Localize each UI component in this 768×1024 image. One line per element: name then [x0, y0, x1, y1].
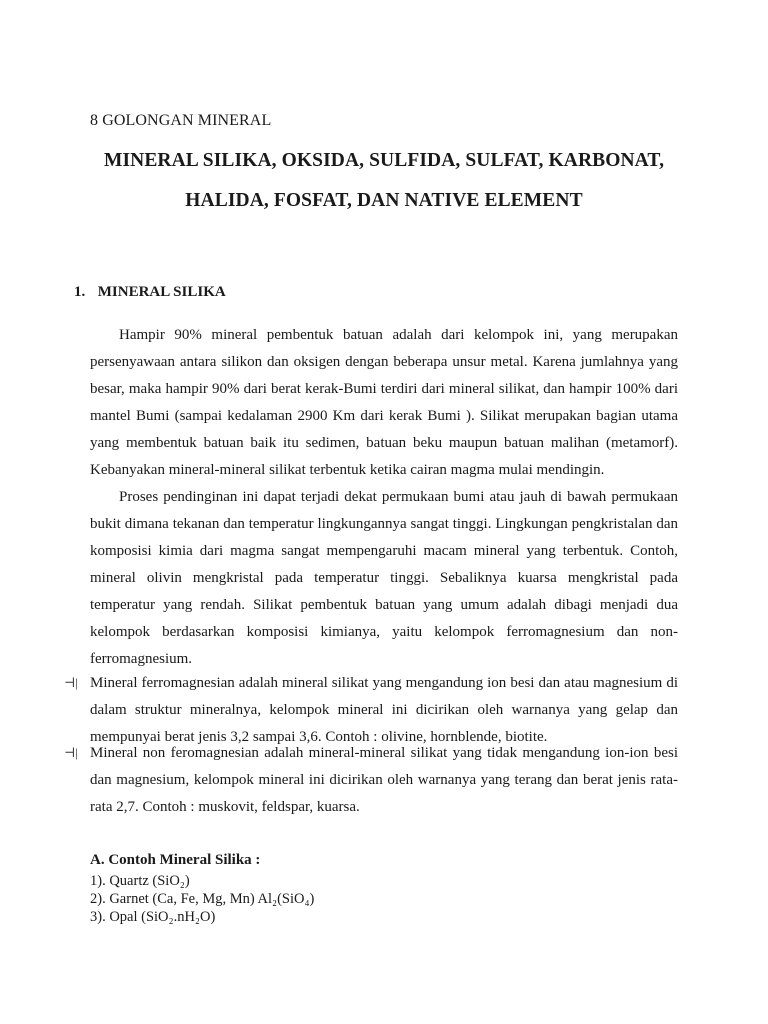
- paragraph-1: Hampir 90% mineral pembentuk batuan adalah dari kelompok ini, yang merupakan persenyawaan antara silikon dan oksigen dengan beberapa unsur metal. Karena jumlahnya yang besar, maka hampir 90% dari berat kerak-Bumi terdiri dari mineral silikat, dan hampir 100% dari mantel Bumi (sampai kedalaman 2900 Km dari kerak Bumi ). Silikat merupakan bagian utama yang membentuk batuan baik itu sedimen, batuan beku maupun batuan malihan (metamorf). Kebanyakan mineral-mineral silikat terbentuk ketika cairan magma mulai mendingin.: [90, 327, 678, 478]
- page-title-line-2: HALIDA, FOSFAT, DAN NATIVE ELEMENT: [185, 190, 583, 211]
- section-heading: [74, 284, 226, 301]
- list-item: 1). Quartz (SiO₂): [90, 873, 190, 889]
- bullet-marker-icon: ⊣|: [64, 745, 78, 760]
- section-title: MINERAL SILIKA: [97, 284, 226, 300]
- bullet-marker-icon: ⊣|: [64, 675, 78, 690]
- list-item: 3). Opal (SiO₂.nH₂O): [90, 909, 216, 925]
- page-title-line-1: MINERAL SILIKA, OKSIDA, SULFIDA, SULFAT, KARBONAT,: [103, 150, 665, 171]
- bullet-item-ferromagnesian: Mineral ferromagnesian adalah mineral silikat yang mengandung ion besi dan atau magnesium di dalam struktur mineralnya, kelompok mineral ini dicirikan oleh warnanya yang gelap dan mempunyai berat jenis 3,2 sampai 3,6. Contoh : olivine, hornblende, biotite.: [90, 675, 678, 745]
- chapter-label: 8 GOLONGAN MINERAL: [90, 112, 272, 129]
- subsection-heading: A. Contoh Mineral Silika :: [90, 852, 261, 868]
- bullet-item-non-ferromagnesian: Mineral non feromagnesian adalah mineral-mineral silikat yang tidak mengandung ion-ion besi dan magnesium, kelompok mineral ini dicirikan oleh warnanya yang terang dan berat jenis rata-rata 2,7. Contoh : muskovit, feldspar, kuarsa.: [90, 745, 678, 815]
- section-number: 1.: [74, 284, 86, 300]
- paragraph-2: Proses pendinginan ini dapat terjadi dekat permukaan bumi atau jauh di bawah permukaan bukit dimana tekanan dan temperatur lingkungannya sangat tinggi. Lingkungan pengkristalan dan komposisi kimia dari magma sangat mempengaruhi macam mineral yang terbentuk. Contoh, mineral olivin mengkristal pada temperatur tinggi. Sebaliknya kuarsa mengkristal pada temperatur yang rendah. Silikat pembentuk batuan yang umum adalah dibagi menjadi dua kelompok berdasarkan komposisi kimianya, yaitu kelompok ferromagnesium dan non-ferromagnesium.: [90, 489, 678, 667]
- list-item: 2). Garnet (Ca, Fe, Mg, Mn) Al₂(SiO₄): [90, 891, 315, 907]
- example-list: [90, 872, 314, 926]
